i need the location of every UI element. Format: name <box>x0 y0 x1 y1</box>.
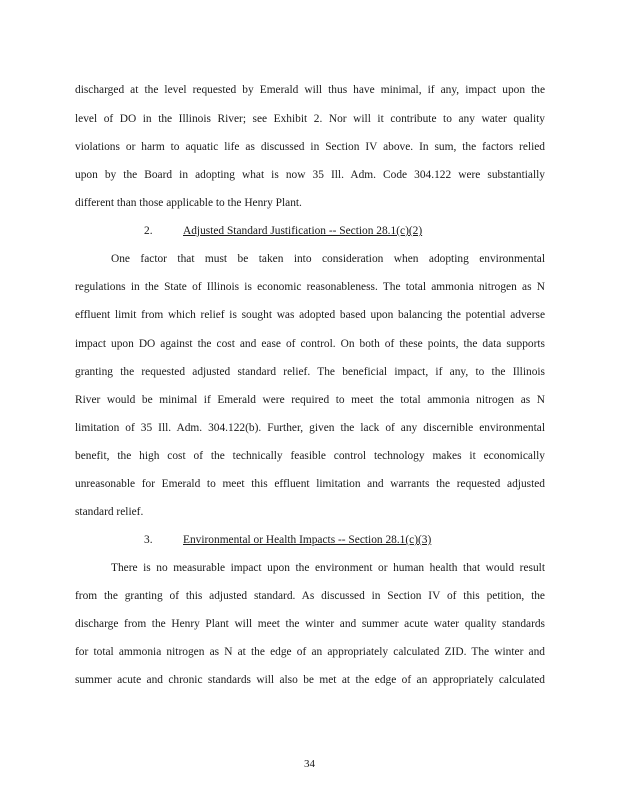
text-line: from the granting of this adjusted standard. As discussed in Section IV of this petition, the <box>75 590 545 602</box>
text-line: standard relief. <box>75 506 144 518</box>
section-title: Adjusted Standard Justification -- Section 28.1(c)(2) <box>183 225 423 237</box>
text-line: different than those applicable to the Henry Plant. <box>75 197 302 209</box>
text-line: effluent limit from which relief is sought was adopted based upon balancing the potential adverse <box>75 309 545 321</box>
text-line: There is no measurable impact upon the environment or human health that would result <box>111 562 545 574</box>
text-line: level of DO in the Illinois River; see Exhibit 2. Nor will it contribute to any water quality <box>75 113 545 125</box>
text-line: granting the requested adjusted standard relief. The beneficial impact, if any, to the Illinois <box>75 366 545 378</box>
text-line: impact upon DO against the cost and ease of control. On both of these points, the data supports <box>75 338 545 350</box>
text-line: discharged at the level requested by Emerald will thus have minimal, if any, impact upon the <box>75 84 545 96</box>
text-line: unreasonable for Emerald to meet this effluent limitation and warrants the requested adjusted <box>75 478 545 490</box>
text-line: summer acute and chronic standards will also be met at the edge of an appropriately calculated <box>75 674 545 686</box>
section-number: 3. <box>144 534 153 546</box>
text-line: River would be minimal if Emerald were required to meet the total ammonia nitrogen as N <box>75 394 545 406</box>
text-line: benefit, the high cost of the technically feasible control technology makes it economically <box>75 450 545 462</box>
text-line: upon by the Board in adopting what is now 35 Ill. Adm. Code 304.122 were substantially <box>75 169 545 181</box>
text-line: violations or harm to aquatic life as discussed in Section IV above. In sum, the factors relied <box>75 141 545 153</box>
text-line: regulations in the State of Illinois is economic reasonableness. The total ammonia nitrogen as N <box>75 281 545 293</box>
text-line: for total ammonia nitrogen as N at the edge of an appropriately calculated ZID. The winter and <box>75 646 545 658</box>
text-line: discharge from the Henry Plant will meet the winter and summer acute water quality standards <box>75 618 545 630</box>
text-line: One factor that must be taken into consideration when adopting environmental <box>111 253 545 265</box>
page-number: 34 <box>304 758 315 770</box>
section-number: 2. <box>144 225 153 237</box>
section-title: Environmental or Health Impacts -- Section 28.1(c)(3) <box>183 534 432 546</box>
text-line: limitation of 35 Ill. Adm. 304.122(b). Further, given the lack of any discernible environmental <box>75 422 545 434</box>
